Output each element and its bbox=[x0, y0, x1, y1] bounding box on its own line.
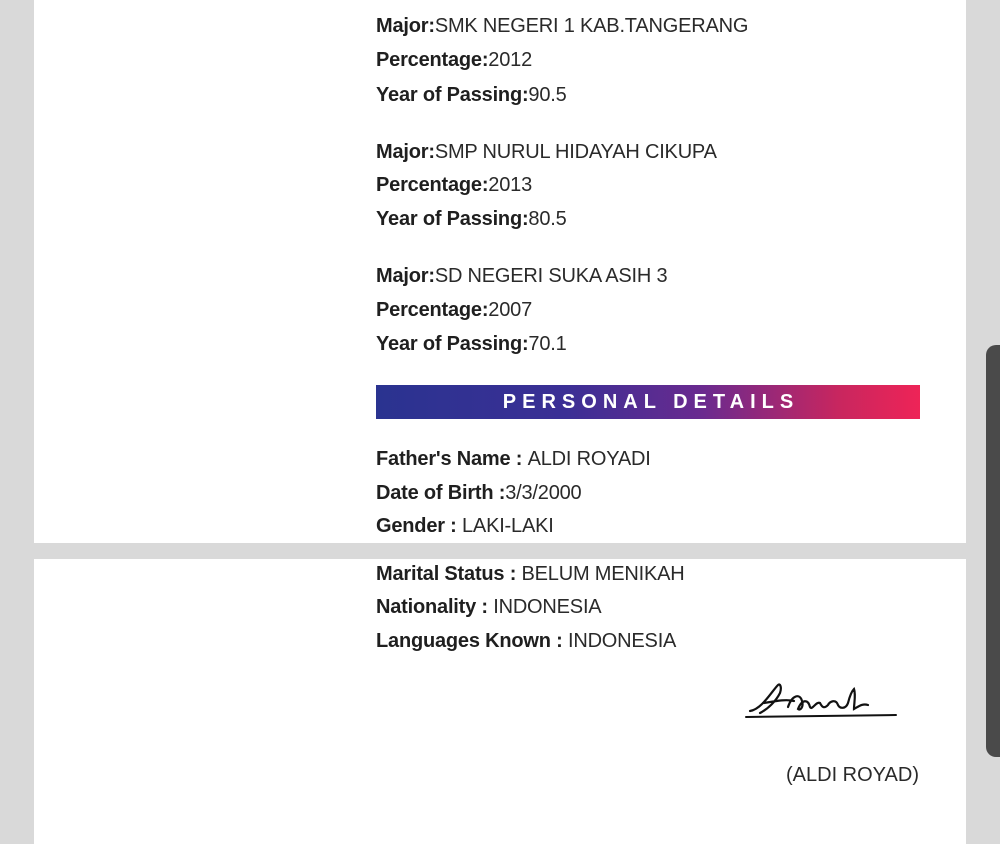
marital-status-label: Marital Status : bbox=[376, 563, 522, 585]
education-1-major bbox=[376, 14, 748, 38]
education-2-major bbox=[376, 140, 717, 164]
year-value: 70.1 bbox=[528, 333, 567, 355]
date-of-birth-value: 3/3/2000 bbox=[505, 482, 582, 504]
percentage-label: Percentage: bbox=[376, 299, 489, 321]
document-page-1 bbox=[34, 0, 966, 543]
section-title: PERSONAL DETAILS bbox=[502, 390, 800, 413]
nationality-field bbox=[376, 595, 601, 619]
languages-value: INDONESIA bbox=[567, 630, 677, 652]
gender-label: Gender : bbox=[376, 515, 462, 537]
education-3-major bbox=[376, 264, 667, 288]
nationality-label: Nationality : bbox=[376, 596, 494, 618]
education-3-percentage bbox=[376, 298, 532, 322]
major-value: SMK NEGERI 1 KAB.TANGERANG bbox=[434, 15, 749, 37]
education-2-year bbox=[376, 207, 567, 231]
education-2-percentage bbox=[376, 173, 532, 197]
major-label: Major: bbox=[376, 15, 435, 37]
year-value: 80.5 bbox=[528, 208, 567, 230]
languages-field bbox=[376, 629, 676, 653]
gender-value: LAKI-LAKI bbox=[462, 515, 554, 537]
document-page-2 bbox=[34, 559, 966, 844]
major-label: Major: bbox=[376, 265, 435, 287]
year-label: Year of Passing: bbox=[376, 84, 529, 106]
father-name-field bbox=[376, 447, 651, 471]
father-name-label: Father's Name : bbox=[376, 448, 528, 470]
major-label: Major: bbox=[376, 141, 435, 163]
nationality-value: INDONESIA bbox=[493, 596, 602, 618]
year-label: Year of Passing: bbox=[376, 208, 529, 230]
percentage-value: 2007 bbox=[488, 299, 532, 321]
date-of-birth-label: Date of Birth : bbox=[376, 482, 506, 504]
languages-label: Languages Known : bbox=[376, 630, 568, 652]
education-1-percentage bbox=[376, 48, 532, 72]
percentage-value: 2013 bbox=[488, 174, 532, 196]
father-name-value: ALDI ROYADI bbox=[527, 448, 651, 470]
scrollbar-thumb[interactable] bbox=[986, 345, 1000, 757]
date-of-birth-field bbox=[376, 481, 581, 505]
major-value: SMP NURUL HIDAYAH CIKUPA bbox=[434, 141, 717, 163]
year-label: Year of Passing: bbox=[376, 333, 529, 355]
marital-status-value: BELUM MENIKAH bbox=[521, 563, 685, 585]
gender-field bbox=[376, 514, 554, 538]
signer-name: (ALDI ROYAD) bbox=[786, 764, 919, 786]
major-value: SD NEGERI SUKA ASIH 3 bbox=[434, 265, 668, 287]
marital-status-field bbox=[376, 562, 685, 586]
percentage-label: Percentage: bbox=[376, 174, 489, 196]
year-value: 90.5 bbox=[528, 84, 567, 106]
handwritten-signature bbox=[742, 681, 902, 725]
education-3-year bbox=[376, 332, 567, 356]
education-1-year bbox=[376, 83, 567, 107]
percentage-label: Percentage: bbox=[376, 49, 489, 71]
percentage-value: 2012 bbox=[488, 49, 532, 71]
personal-details-header bbox=[376, 385, 920, 419]
